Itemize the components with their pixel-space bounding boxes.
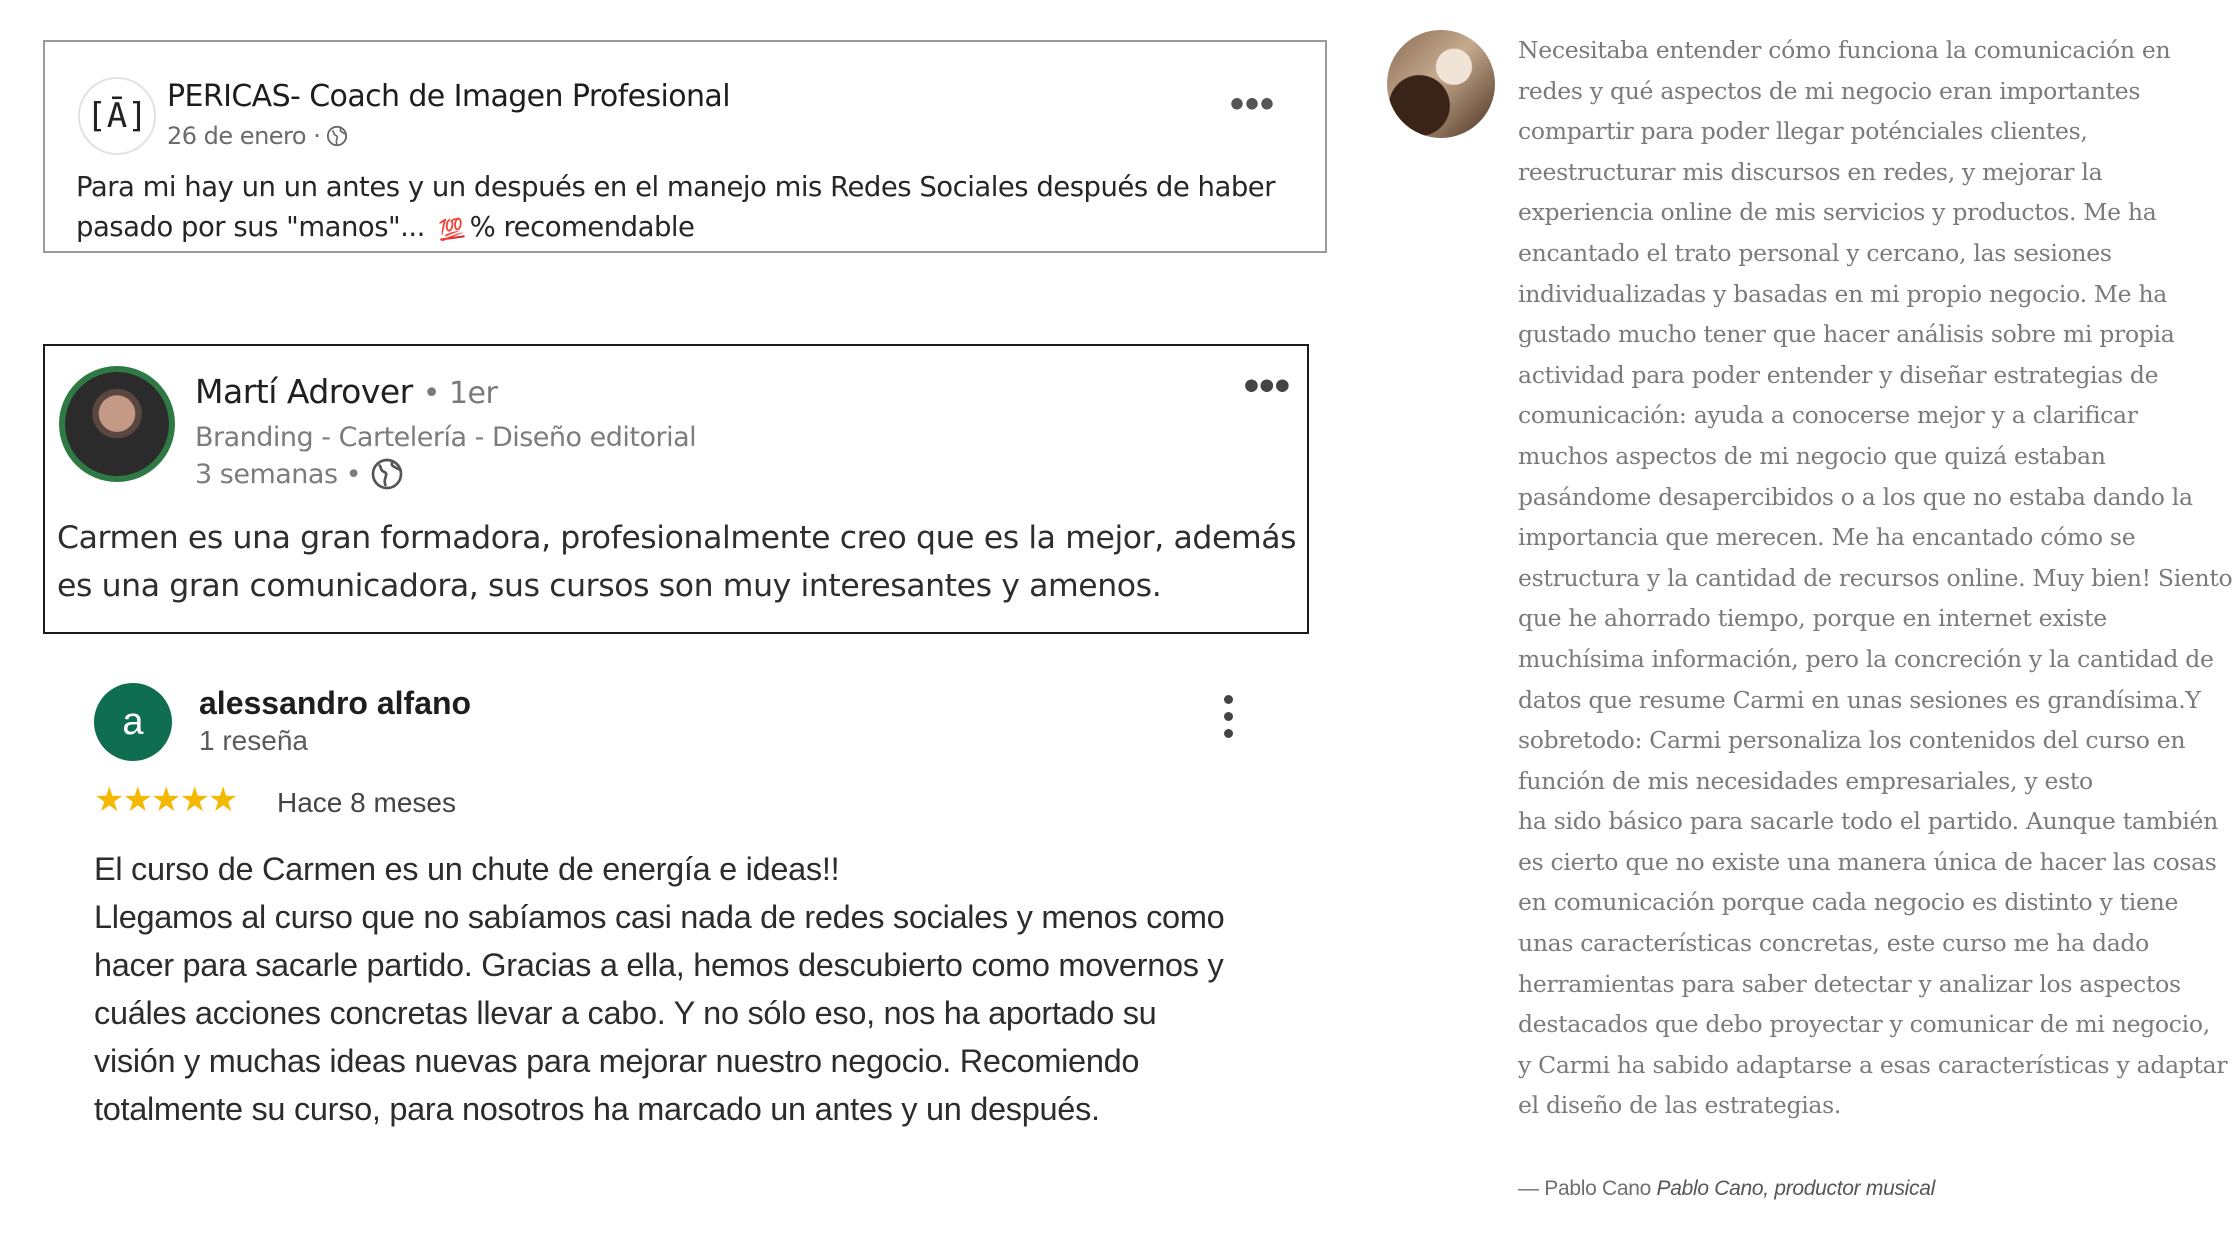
testimonial-line: destacados que debo proyectar y comunicar de mi negocio, xyxy=(1518,1010,2210,1039)
review-card-pericas xyxy=(43,40,1327,253)
star-rating: ★★★★★ xyxy=(94,781,237,819)
testimonial-line: Necesitaba entender cómo funciona la comunicación en xyxy=(1518,36,2171,64)
review-text xyxy=(76,167,1306,249)
review-text-end: % recomendable xyxy=(469,211,695,243)
review-card-marti xyxy=(43,344,1309,634)
review-count: 1 reseña xyxy=(199,725,308,756)
globe-icon xyxy=(326,125,348,147)
company-logo[interactable]: [Ā] xyxy=(78,77,156,155)
post-time-text: 3 semanas • xyxy=(195,458,362,490)
more-options-icon[interactable]: ••• xyxy=(1229,82,1275,126)
testimonial-line: que he ahorrado tiempo, porque en internet existe xyxy=(1518,604,2107,633)
post-time xyxy=(195,458,403,490)
testimonial-line: el diseño de las estrategias. xyxy=(1518,1091,1842,1120)
author-name[interactable]: PERICAS- Coach de Imagen Profesional xyxy=(167,79,730,114)
author-name[interactable]: Martí Adrover xyxy=(195,372,413,411)
testimonial-line: actividad para poder entender y diseñar estrategias de xyxy=(1518,360,2159,389)
testimonial-line: compartir para poder llegar poténciales clientes, xyxy=(1518,117,2088,146)
testimonial-line: gustado mucho tener que hacer análisis sobre mi propia xyxy=(1518,320,2175,349)
hundred-emoji-icon: 💯 xyxy=(437,215,466,243)
testimonial-line: muchísima información, pero la concreción y la cantidad de xyxy=(1518,644,2214,673)
review-text: Carmen es una gran formadora, profesionalmente creo que es la mejor, además es una gran comunicadora, sus cursos son muy interesantes y amenos. xyxy=(57,520,1297,604)
review-paragraph: El curso de Carmen es un chute de energía e ideas!! xyxy=(94,851,840,887)
testimonial-line: estructura y la cantidad de recursos online. Muy bien! Siento xyxy=(1518,563,2233,592)
testimonial-line: sobretodo: Carmi personaliza los contenidos del curso en xyxy=(1518,726,2186,755)
testimonial-line: unas características concretas, este curso me ha dado xyxy=(1518,929,2150,958)
testimonial-signature xyxy=(1518,1177,1935,1201)
testimonial-line: reestructurar mis discursos en redes, y mejorar la xyxy=(1518,157,2103,186)
connection-degree: • 1er xyxy=(422,376,498,411)
testimonial-line: datos que resume Carmi en unas sesiones es grandísima.Y xyxy=(1518,685,2201,714)
review-text xyxy=(94,845,1244,1133)
post-date: 26 de enero · xyxy=(167,122,321,150)
testimonial-line: importancia que merecen. Me ha encantado cómo se xyxy=(1518,523,2136,552)
testimonial-text xyxy=(1518,30,2233,1126)
avatar[interactable]: a xyxy=(94,683,172,761)
globe-icon xyxy=(371,458,403,490)
testimonial-avatar xyxy=(1387,30,1495,138)
testimonial-line: comunicación: ayuda a conocerse mejor y a clarificar xyxy=(1518,401,2138,430)
author-name[interactable]: alessandro alfano xyxy=(199,685,472,721)
testimonial-line: y Carmi ha sabido adaptarse a esas características y adaptar xyxy=(1518,1050,2228,1079)
testimonial-line: herramientas para saber detectar y analizar los aspectos xyxy=(1518,969,2181,998)
testimonial-line: redes y qué aspectos de mi negocio eran importantes xyxy=(1518,76,2141,105)
testimonial-line: ha sido básico para sacarle todo el partido. Aunque también xyxy=(1518,807,2218,836)
testimonial-line: es cierto que no existe una manera única de hacer las cosas xyxy=(1518,847,2217,876)
more-options-icon[interactable] xyxy=(1224,695,1234,738)
testimonial-line: experiencia online de mis servicios y productos. Me ha xyxy=(1518,198,2157,227)
testimonial-line: individualizadas y basadas en mi propio negocio. Me ha xyxy=(1518,279,2168,308)
author-headline: Branding - Cartelería - Diseño editorial xyxy=(195,422,697,453)
review-card-google xyxy=(94,675,1274,1195)
testimonial-line: función de mis necesidades empresariales, y esto xyxy=(1518,766,2093,795)
post-meta xyxy=(167,122,348,150)
signature-role: Pablo Cano, productor musical xyxy=(1656,1177,1935,1200)
testimonial-line: encantado el trato personal y cercano, las sesiones xyxy=(1518,238,2112,267)
signature-name: — Pablo Cano xyxy=(1518,1177,1651,1200)
testimonial-line: pasándome desapercibidos o a los que no estaba dando la xyxy=(1518,482,2193,511)
review-date: Hace 8 meses xyxy=(277,787,456,818)
review-text-main: Para mi hay un un antes y un después en el manejo mis Redes Sociales después de haber pasado por sus "manos"... xyxy=(76,171,1276,243)
author-row xyxy=(195,372,497,411)
testimonial-line: muchos aspectos de mi negocio que quizá estaban xyxy=(1518,441,2106,470)
avatar[interactable] xyxy=(59,366,175,482)
review-paragraph: Llegamos al curso que no sabíamos casi nada de redes sociales y menos como hacer para sacarle partido. Gracias a ella, hemos descubierto como movernos y cuáles acciones concretas llevar a cabo. Y no sólo eso, nos ha aportado su visión y muchas ideas nuevas para mejorar nuestro negocio. Recomiendo totalmente su curso, para nosotros ha marcado un antes y un después. xyxy=(94,899,1225,1127)
testimonial-line: en comunicación porque cada negocio es distinto y tiene xyxy=(1518,888,2179,917)
more-options-icon[interactable]: ••• xyxy=(1243,361,1290,410)
